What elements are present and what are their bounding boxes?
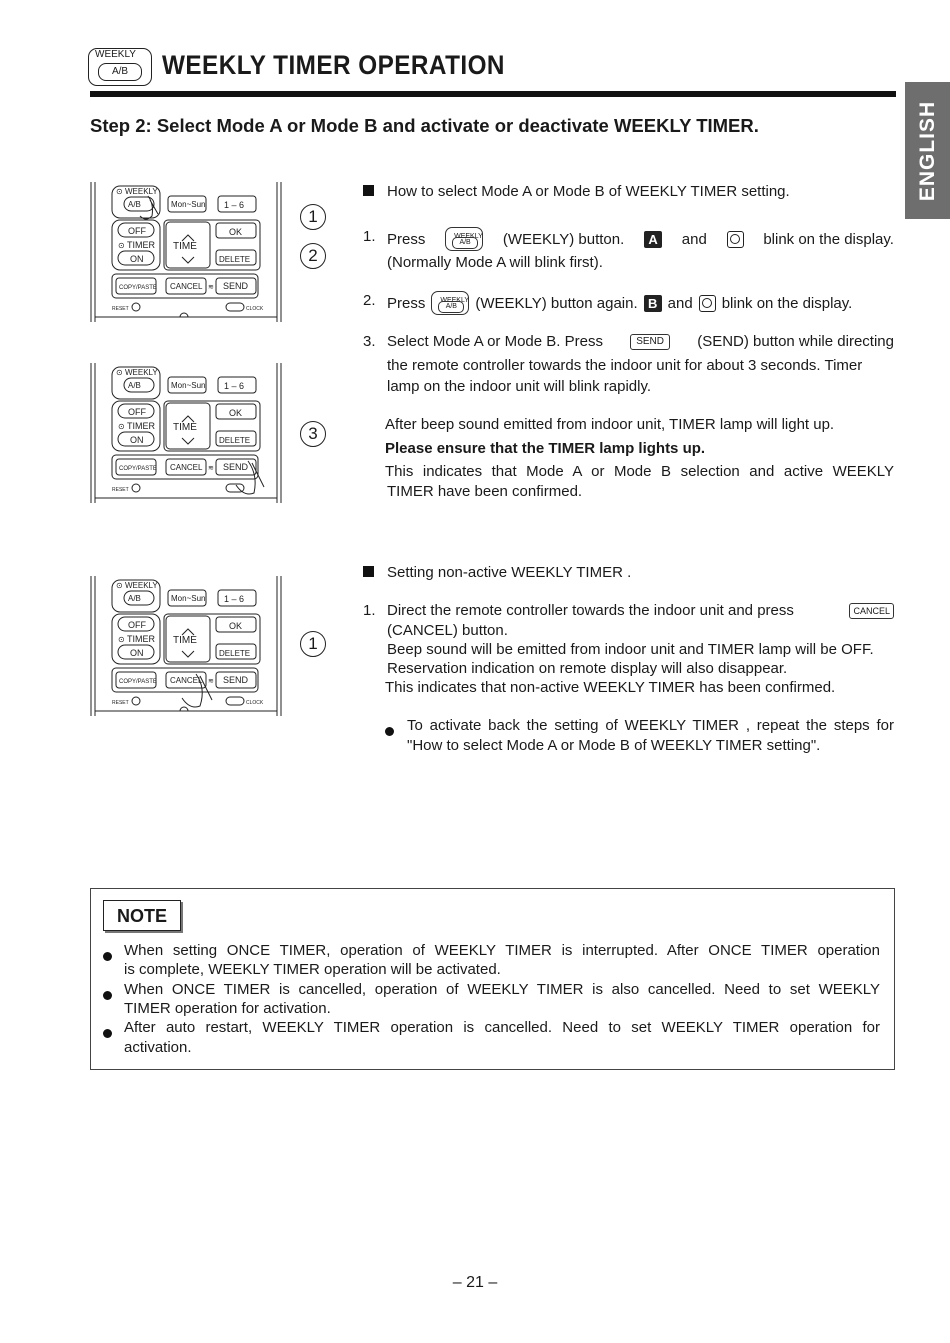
- section1-step3-line2: the remote controller towards the indoor unit for about 3 seconds. Timer: [387, 357, 863, 374]
- note-item-3-line2: activation.: [124, 1039, 192, 1056]
- remote-delete-label: DELETE: [219, 649, 251, 658]
- remote-time-label: TIME: [173, 422, 197, 433]
- remote-copypaste-label: COPY/PASTE: [119, 679, 157, 685]
- callout-number: 1: [300, 204, 326, 230]
- note-bullet-dot: [103, 948, 112, 966]
- section2-step1-line1: [387, 601, 894, 620]
- header-rule: [90, 91, 896, 97]
- ab-mini-label: A/B: [452, 237, 478, 249]
- note-box: [90, 888, 895, 1070]
- remote-ab-label: A/B: [128, 381, 141, 390]
- section1-step1-line2: (Normally Mode A will blink first).: [387, 254, 603, 271]
- section1-after-line2: Please ensure that the TIMER lamp lights up.: [385, 440, 706, 457]
- remote-16-label: 1 – 6: [224, 200, 245, 210]
- remote-16-label: 1 – 6: [224, 594, 245, 604]
- section2-line5: This indicates that non-active WEEKLY TIMER has been confirmed.: [385, 679, 836, 696]
- remote-cancel-label: CANCEL: [170, 282, 203, 291]
- weekly-button-icon: [431, 291, 469, 315]
- weekly-mini-label: WEEKLY: [454, 233, 483, 240]
- section1-step2-num: 2.: [363, 292, 376, 309]
- svg-text:⊙: ⊙: [116, 187, 123, 196]
- section1-step3-line3: lamp on the indoor unit will blink rapidly.: [387, 378, 652, 395]
- remote-send-label: SEND: [223, 675, 249, 685]
- clock-icon: [699, 295, 716, 312]
- weekly-button-text: (WEEKLY) button.: [502, 230, 625, 248]
- section2-heading: Setting non-active WEEKLY TIMER .: [387, 564, 632, 581]
- callout-number: 3: [300, 421, 326, 447]
- section2-line4: Reservation indication on remote display will also disappear.: [387, 660, 788, 677]
- remote-copypaste-label: COPY/PASTE: [119, 466, 157, 472]
- and-text: and: [681, 230, 707, 248]
- blink-text: blink on the display.: [721, 294, 853, 312]
- section1-step1-num: 1.: [363, 228, 376, 245]
- remote-reset-label: RESET: [112, 306, 129, 312]
- remote-delete-label: DELETE: [219, 436, 251, 445]
- press-text: Press: [387, 230, 426, 248]
- remote-16-label: 1 – 6: [224, 381, 245, 391]
- section1-heading-row: [363, 182, 790, 201]
- remote-weekly-label: WEEKLY: [125, 581, 158, 590]
- section2-line2: (CANCEL) button.: [387, 622, 508, 639]
- remote-send-label: SEND: [223, 281, 249, 291]
- remote-time-label: TIME: [173, 241, 197, 252]
- remote-ok-label: OK: [229, 227, 243, 237]
- ab-mini-label: A/B: [438, 301, 464, 313]
- step3-text-b: (SEND) button while directing: [697, 333, 894, 350]
- mode-b-badge: B: [644, 295, 662, 312]
- note-bullet-dot: [103, 987, 112, 1005]
- svg-text:≋: ≋: [208, 678, 214, 685]
- weekly-again-text: (WEEKLY) button again.: [475, 294, 638, 312]
- remote-clock-label: CLOCK: [246, 306, 264, 312]
- remote-timer-label: TIMER: [127, 240, 155, 250]
- svg-text:⊙: ⊙: [116, 368, 123, 377]
- section1-step2-line: [387, 291, 852, 315]
- note-item-1-line2: is complete, WEEKLY TIMER operation will be activated.: [124, 961, 501, 978]
- section1-step3-num: 3.: [363, 333, 376, 350]
- section2-heading-row: [363, 563, 631, 582]
- svg-text:⊙: ⊙: [116, 581, 123, 590]
- page-number: – 21 –: [452, 1274, 498, 1291]
- remote-monsun-label: Mon~Sun: [171, 594, 206, 603]
- remote-on-label: ON: [130, 435, 144, 445]
- blink-text: blink on the display.: [763, 230, 894, 248]
- section2-step1-num: 1.: [363, 602, 376, 619]
- note-bullet-dot: [103, 1025, 112, 1043]
- svg-text:≋: ≋: [208, 465, 214, 472]
- press-text: Press: [387, 294, 426, 312]
- remote-ok-label: OK: [229, 408, 243, 418]
- note-label: NOTE: [103, 900, 181, 931]
- send-button-icon: SEND: [630, 334, 670, 350]
- language-tab-label: ENGLISH: [915, 100, 939, 201]
- remote-delete-label: DELETE: [219, 255, 251, 264]
- remote-timer-label: TIMER: [127, 634, 155, 644]
- section2-line3: Beep sound will be emitted from indoor unit and TIMER lamp will be OFF.: [387, 641, 874, 658]
- note-item-3-line1: After auto restart, WEEKLY TIMER operation is cancelled. Need to set WEEKLY TIMER operation for: [124, 1019, 880, 1036]
- remote-weekly-label: WEEKLY: [125, 187, 158, 196]
- remote-off-label: OFF: [128, 620, 146, 630]
- remote-illustration-1: [90, 182, 282, 322]
- remote-ok-label: OK: [229, 621, 243, 631]
- square-bullet-icon: [363, 185, 374, 196]
- note-item-2-line2: TIMER operation for activation.: [124, 1000, 331, 1017]
- section1-after-line3: This indicates that Mode A or Mode B selection and active WEEKLY: [385, 463, 894, 480]
- remote-on-label: ON: [130, 648, 144, 658]
- note-item-2-line1: When ONCE TIMER is cancelled, operation of WEEKLY TIMER is also cancelled. Need to set WEEKLY: [124, 981, 880, 998]
- weekly-mini-label: WEEKLY: [440, 297, 469, 304]
- remote-reset-label: RESET: [112, 487, 129, 493]
- remote-copypaste-label: COPY/PASTE: [119, 285, 157, 291]
- remote-clock-label: CLOCK: [246, 700, 264, 706]
- step3-text-a: Select Mode A or Mode B. Press: [387, 333, 603, 350]
- bullet-dot: [385, 723, 394, 741]
- cancel-button-icon: CANCEL: [849, 603, 894, 619]
- step-title: Step 2: Select Mode A or Mode B and activate or deactivate WEEKLY TIMER.: [90, 115, 759, 136]
- weekly-button-icon: [88, 48, 152, 86]
- svg-text:⊙: ⊙: [118, 422, 125, 431]
- remote-off-label: OFF: [128, 226, 146, 236]
- note-item-1-line1: When setting ONCE TIMER, operation of WEEKLY TIMER is interrupted. After ONCE TIMER operation: [124, 942, 880, 959]
- remote-monsun-label: Mon~Sun: [171, 381, 206, 390]
- callout-number: 2: [300, 243, 326, 269]
- page-title: WEEKLY TIMER OPERATION: [162, 50, 505, 80]
- remote-off-label: OFF: [128, 407, 146, 417]
- mode-a-badge: A: [644, 231, 662, 248]
- remote-monsun-label: Mon~Sun: [171, 200, 206, 209]
- remote-timer-label: TIMER: [127, 421, 155, 431]
- pointing-hand-icon: [140, 196, 158, 219]
- clock-icon: [727, 231, 744, 248]
- remote-weekly-label: WEEKLY: [125, 368, 158, 377]
- remote-ab-label: A/B: [128, 594, 141, 603]
- svg-text:≋: ≋: [208, 284, 214, 291]
- section2-bullet-line2: "How to select Mode A or Mode B of WEEKLY TIMER setting".: [407, 737, 821, 754]
- section1-heading: How to select Mode A or Mode B of WEEKLY TIMER setting.: [387, 183, 790, 200]
- remote-send-label: SEND: [223, 462, 249, 472]
- section1-after-line4: TIMER have been confirmed.: [387, 483, 583, 500]
- section1-step3-line1: [387, 332, 894, 351]
- remote-illustration-2: [90, 363, 282, 503]
- callout-number: 1: [300, 631, 326, 657]
- section1-step1-line1: [387, 227, 894, 251]
- svg-text:⊙: ⊙: [118, 241, 125, 250]
- square-bullet-icon: [363, 566, 374, 577]
- section1-after-line1: After beep sound emitted from indoor unit, TIMER lamp will light up.: [385, 416, 835, 433]
- remote-cancel-label: CANCEL: [170, 676, 203, 685]
- remote-reset-label: RESET: [112, 700, 129, 706]
- svg-text:⊙: ⊙: [118, 635, 125, 644]
- weekly-icon-label: WEEKLY: [95, 49, 136, 60]
- remote-ab-label: A/B: [128, 200, 141, 209]
- section2-bullet-line1: To activate back the setting of WEEKLY TIMER , repeat the steps for: [407, 717, 894, 734]
- remote-on-label: ON: [130, 254, 144, 264]
- and-text: and: [667, 294, 693, 312]
- remote-cancel-label: CANCEL: [170, 463, 203, 472]
- ab-icon-label: A/B: [98, 63, 142, 81]
- section2-step1-text: Direct the remote controller towards the indoor unit and press: [387, 602, 794, 619]
- remote-time-label: TIME: [173, 635, 197, 646]
- language-tab: [905, 82, 950, 219]
- remote-illustration-3: [90, 576, 282, 716]
- weekly-button-icon: [445, 227, 483, 251]
